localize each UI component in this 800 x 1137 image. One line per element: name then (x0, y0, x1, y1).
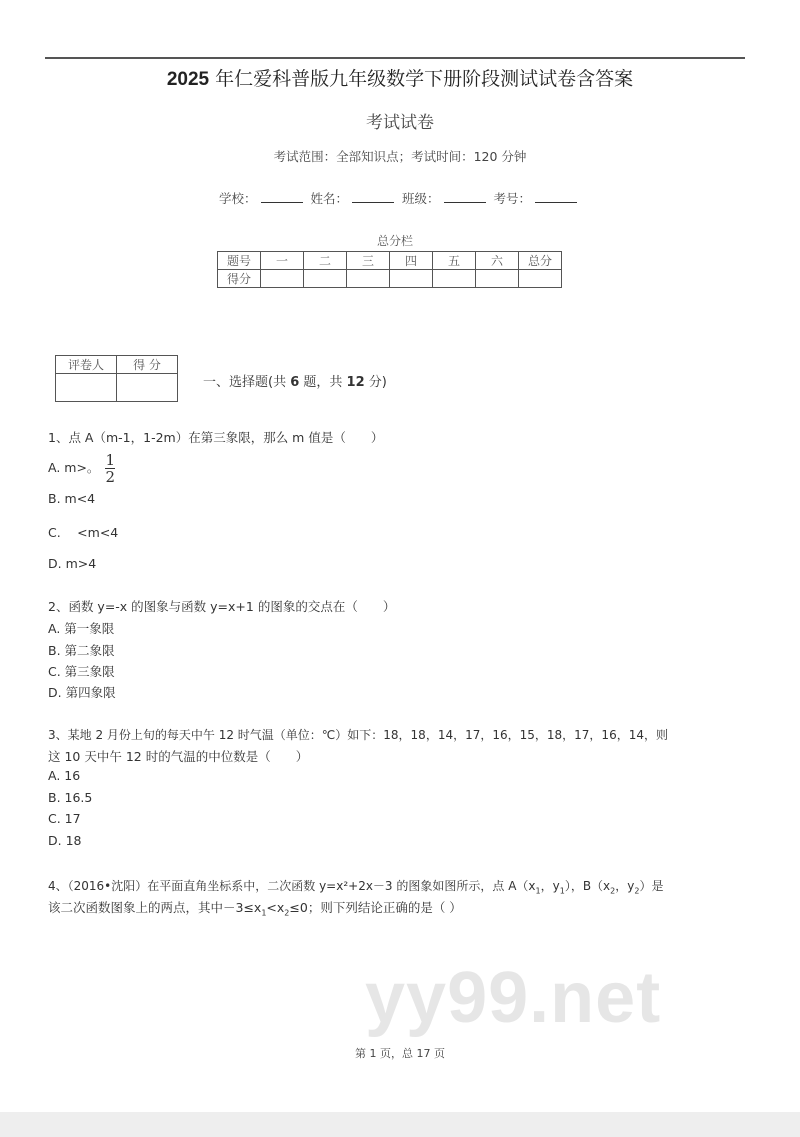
question-3-stem-line1: 3、某地 2 月份上旬的每天中午 12 时气温（单位：℃）如下：18，18，14，17，16，15，18，17，16，14，则 (48, 728, 668, 742)
score-table (217, 251, 562, 288)
table-cell: 评卷人 (56, 356, 117, 374)
table-cell: 得 分 (117, 356, 178, 374)
text: 该二次函数图象上的两点，其中－3≤x (48, 900, 262, 915)
table-cell (261, 270, 304, 288)
section-mid: 题，共 (299, 375, 347, 390)
exam-number-blank (535, 190, 577, 203)
question-2-option-c: C. 第三象限 (48, 664, 115, 679)
table-cell: 二 (304, 252, 347, 270)
question-4-stem-line2 (48, 898, 462, 918)
question-3-stem-line2: 这 10 天中午 12 时的气温的中位数是（ ） (48, 749, 309, 764)
question-1-option-a (48, 452, 115, 485)
question-2-stem: 2、函数 y=-x 的图象与函数 y=x+1 的图象的交点在（ ） (48, 599, 396, 614)
header-rule (45, 57, 745, 59)
score-table-caption: 总分栏 (376, 234, 413, 248)
text: ，y (615, 879, 635, 893)
subscript: 1 (261, 908, 267, 918)
page-footer: 第 1 页，总 17 页 (355, 1047, 445, 1060)
question-2-option-d: D. 第四象限 (48, 685, 116, 700)
table-cell (519, 270, 562, 288)
subscript: 2 (634, 886, 640, 896)
fraction-numerator: 1 (105, 451, 115, 469)
question-1-option-c: C. <m<4 (48, 525, 119, 540)
document-title (0, 64, 800, 91)
school-blank (261, 190, 303, 203)
table-cell: 题号 (218, 252, 261, 270)
name-blank (352, 190, 394, 203)
text: ），B（x (564, 879, 611, 893)
question-3-option-b: B. 16.5 (48, 790, 93, 805)
question-1-option-d: D. m>4 (48, 556, 97, 571)
subscript: 1 (535, 886, 541, 896)
table-row (56, 356, 178, 374)
question-2-option-a: A. 第一象限 (48, 621, 115, 636)
exam-range: 考试范围：全部知识点；考试时间：120 分钟 (273, 149, 527, 164)
table-cell: 五 (433, 252, 476, 270)
text: ）是 (639, 879, 664, 893)
text: ，y (540, 879, 560, 893)
question-3-option-a: A. 16 (48, 768, 81, 783)
option-text: A. m>。 (48, 460, 100, 475)
subscript: 1 (559, 886, 565, 896)
name-label: 姓名： (310, 191, 348, 206)
title-text: 年仁爱科普版九年级数学下册阶段测试试卷含答案 (209, 68, 634, 90)
class-blank (444, 190, 486, 203)
table-cell: 三 (347, 252, 390, 270)
text: ≤0；则下列结论正确的是（ ） (289, 900, 462, 915)
grader-table (55, 355, 178, 402)
section-prefix: 一、选择题(共 (203, 375, 291, 390)
fraction (105, 452, 115, 485)
text: <x (266, 900, 285, 915)
question-3-option-c: C. 17 (48, 811, 81, 826)
table-row (56, 374, 178, 402)
table-cell (304, 270, 347, 288)
table-cell: 六 (476, 252, 519, 270)
text: 4、（2016•沈阳）在平面直角坐标系中，二次函数 y=x²+2x－3 的图象如图所示，点 A（x (48, 879, 536, 893)
question-1-option-b: B. m<4 (48, 491, 96, 506)
school-label: 学校： (218, 191, 257, 206)
table-cell: 得分 (218, 270, 261, 288)
watermark: yy99.net (365, 958, 662, 1038)
table-cell (56, 374, 117, 402)
title-year: 2025 (166, 69, 210, 90)
section-count: 6 (290, 375, 300, 390)
table-cell (117, 374, 178, 402)
section-heading (203, 371, 387, 390)
table-cell: 四 (390, 252, 433, 270)
table-cell (476, 270, 519, 288)
table-cell (433, 270, 476, 288)
fraction-denominator: 2 (105, 468, 115, 486)
table-cell: 一 (261, 252, 304, 270)
table-cell: 总分 (519, 252, 562, 270)
page-bottom-margin (0, 1112, 800, 1137)
subscript: 2 (284, 908, 290, 918)
subscript: 2 (610, 886, 616, 896)
question-1-stem: 1、点 A（m-1，1-2m）在第三象限，那么 m 值是（ ） (48, 430, 384, 445)
table-row (218, 252, 562, 270)
table-cell (347, 270, 390, 288)
student-info-line (0, 189, 800, 207)
table-cell (390, 270, 433, 288)
table-row (218, 270, 562, 288)
question-2-option-b: B. 第二象限 (48, 643, 115, 658)
question-3-option-d: D. 18 (48, 833, 82, 848)
section-suffix: 分) (364, 375, 387, 390)
exam-number-label: 考号： (493, 191, 531, 206)
question-4-stem-line1 (48, 877, 663, 895)
section-points: 12 (346, 375, 365, 390)
subtitle: 考试试卷 (366, 113, 434, 133)
class-label: 班级： (401, 191, 440, 206)
